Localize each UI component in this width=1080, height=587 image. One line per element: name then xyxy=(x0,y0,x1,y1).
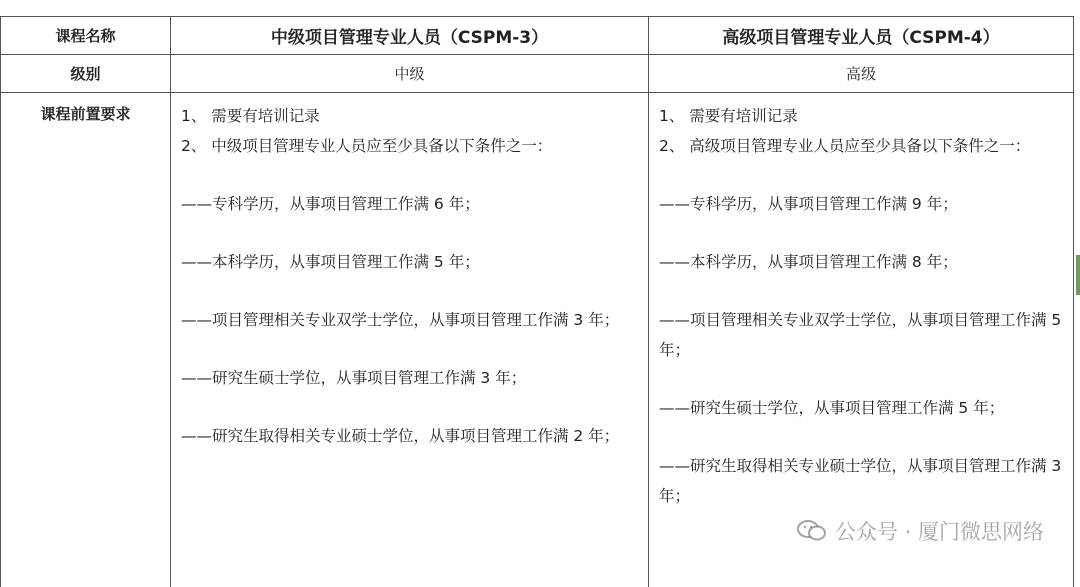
prereq-cspm3-line: ——本科学历，从事项目管理工作满 5 年； xyxy=(181,247,638,277)
prereq-cspm4-line: ——研究生硕士学位，从事项目管理工作满 5 年； xyxy=(659,393,1063,423)
prereq-row xyxy=(1,93,1074,587)
watermark xyxy=(797,516,1044,546)
prereq-cspm3-line: ——研究生硕士学位，从事项目管理工作满 3 年； xyxy=(181,363,638,393)
edge-marker xyxy=(1076,255,1080,295)
header-course-name: 课程名称 xyxy=(1,17,171,55)
prereq-cspm4-line: ——专科学历，从事项目管理工作满 9 年； xyxy=(659,189,1063,219)
prereq-cspm4-line: 2、 高级项目管理专业人员应至少具备以下条件之一： xyxy=(659,131,1063,161)
level-label: 级别 xyxy=(1,55,171,93)
course-comparison-table xyxy=(0,16,1074,587)
prereq-label: 课程前置要求 xyxy=(1,93,171,587)
prereq-cspm4-line: ——项目管理相关专业双学士学位，从事项目管理工作满 5 年； xyxy=(659,305,1063,365)
prereq-cspm3-line: ——项目管理相关专业双学士学位，从事项目管理工作满 3 年； xyxy=(181,305,638,335)
prereq-cspm4-line: 1、 需要有培训记录 xyxy=(659,101,1063,131)
level-cspm3: 中级 xyxy=(171,55,649,93)
header-row xyxy=(1,17,1074,55)
level-cspm4: 高级 xyxy=(649,55,1074,93)
prereq-cspm3-line: ——研究生取得相关专业硕士学位，从事项目管理工作满 2 年； xyxy=(181,421,638,451)
prereq-cspm3-line: 2、 中级项目管理专业人员应至少具备以下条件之一： xyxy=(181,131,638,161)
header-cspm4: 高级项目管理专业人员（CSPM-4） xyxy=(649,17,1074,55)
prereq-cspm3-line: ——专科学历，从事项目管理工作满 6 年； xyxy=(181,189,638,219)
level-row xyxy=(1,55,1074,93)
prereq-cspm4-cell xyxy=(649,93,1074,587)
prereq-cspm4-line: ——本科学历，从事项目管理工作满 8 年； xyxy=(659,247,1063,277)
prereq-cspm4-line: ——研究生取得相关专业硕士学位，从事项目管理工作满 3 年； xyxy=(659,451,1063,511)
prereq-cspm3-line: 1、 需要有培训记录 xyxy=(181,101,638,131)
wechat-icon xyxy=(797,519,827,543)
watermark-text: 公众号 · 厦门微思网络 xyxy=(835,516,1044,546)
header-cspm3: 中级项目管理专业人员（CSPM-3） xyxy=(171,17,649,55)
prereq-cspm3-cell xyxy=(171,93,649,587)
